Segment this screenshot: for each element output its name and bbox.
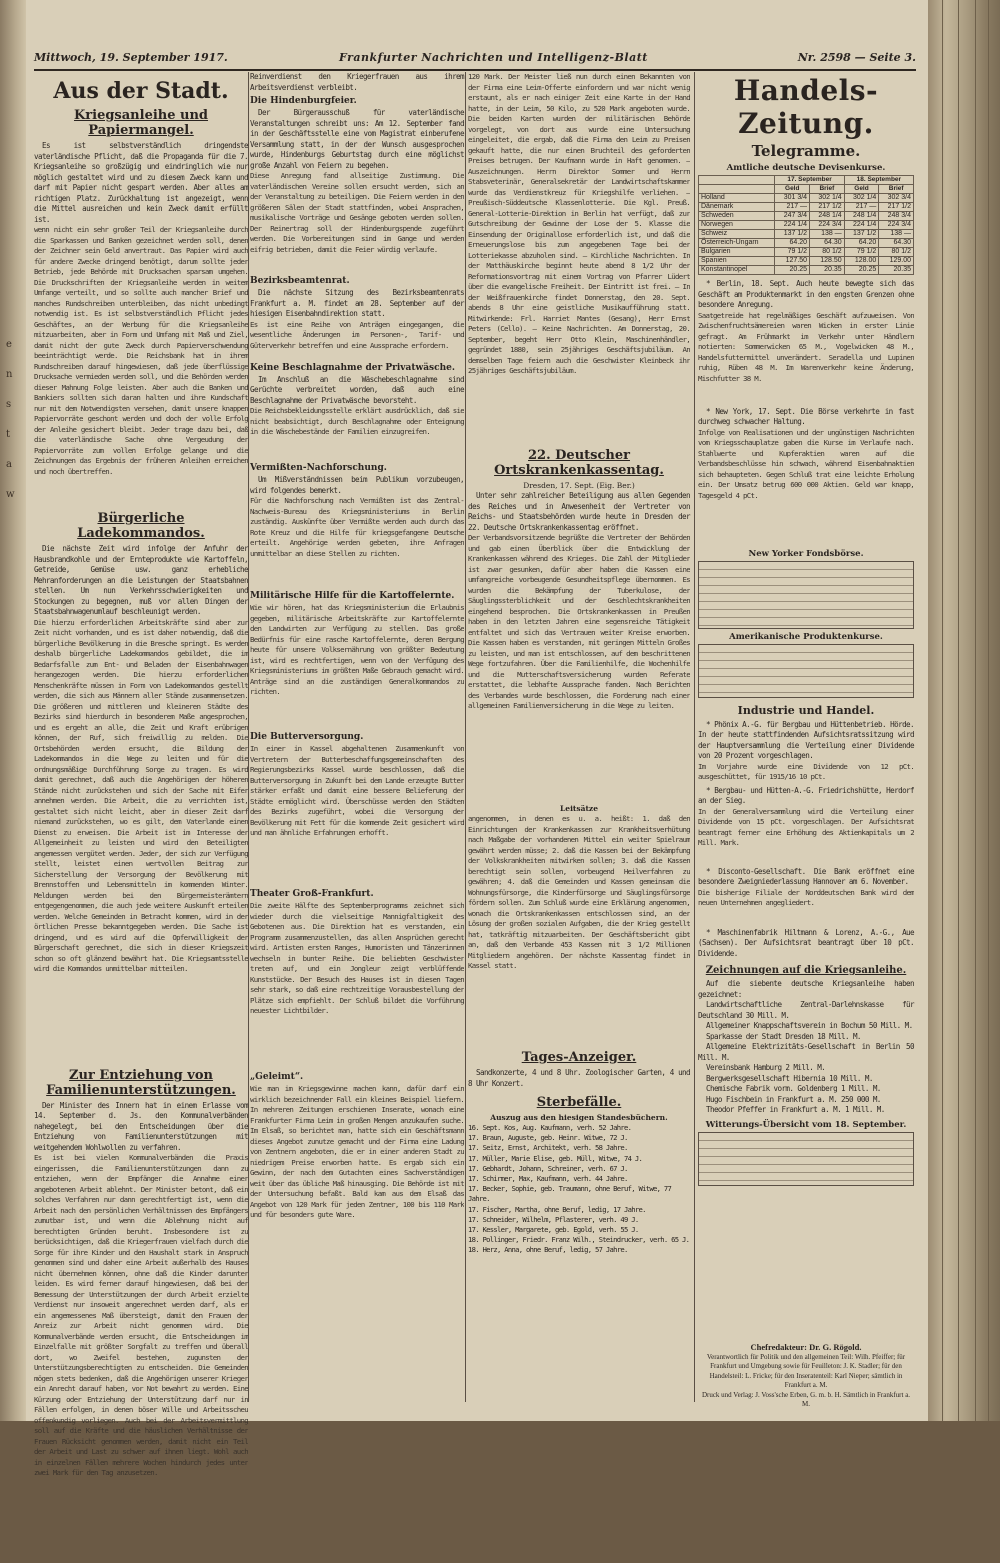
article-title: Kriegsanleihe und Papiermangel. xyxy=(73,108,209,138)
newspaper-name: Frankfurter Nachrichten und Intelligenz-Blatt xyxy=(339,51,648,64)
currency-name: Holland xyxy=(699,194,775,203)
business-news-continued: Die bisherige Filiale der Norddeutschen Bank wird dem neuen Unternehmen angegliedert. xyxy=(698,887,914,907)
list-item: Allgemeine Elektrizitäts-Gesellschaft in Berlin 50 Mill. M. xyxy=(698,1042,914,1062)
article-body: Unter sehr zahlreicher Beteiligung aus allen Gegenden des Reiches und in Anwesenheit der Vertreter von Reichs- und Staatsbehörden wurde heute in Dresden der 22. Deutsche Ortskrankenkassentag eröffnet. xyxy=(468,491,690,532)
rate-cell: 64.20 xyxy=(775,239,810,248)
list-item: Sparkasse der Stadt Dresden 18 Mill. M. xyxy=(706,1031,861,1041)
column-3 xyxy=(468,72,690,1256)
article-body-continued: Es ist bei vielen Kommunalverbänden die Praxis eingerissen, die Familienunterstützungen dann zu entziehen, wenn der Empfänger die Annahme einer angebotenen Arbeit ablehnt. Der Minister betont, daß ein solches Verfahren nur dann gerechtfertigt ist, wenn die Arbeit nach den persönlichen Verhältnissen des Empfängers zumutbar ist, und wenn die Ablehnung nicht auf berechtigten Gründen beruht. Insbesondere ist zu berücksichtigen, daß die Kriegerfrauen vielfach durch die Sorge für ihre Kinder und den Haushalt stark in Anspruch genommen sind und daher eine Arbeit außerhalb des Hauses nicht übernehmen können, ohne daß die Kinder darunter leiden. Es wird ferner darauf hingewiesen, daß bei der Bemessung der Unterstützungen der durch Arbeit erzielte Verdienst nur insoweit angerechnet werden darf, als er ein angemessenes Maß übersteigt, damit den Frauen der Anreiz zur Arbeit nicht genommen wird. Die Kommunalverbände werden ersucht, die Entscheidungen im Einzelfalle mit größter Sorgfalt zu treffen und überall dort, wo Zweifel bestehen, zugunsten der Unterstützungsberechtigten zu entscheiden. Die Gemeinden mögen stets bedenken, daß die Angehörigen unserer Krieger ein Anrecht darauf haben, vor Not bewahrt zu werden. Eine Kürzung oder Entziehung der Unterstützung darf nur in Fällen erfolgen, in denen böser Wille und Arbeitsscheu offenkundig vorliegen. Auch bei der Arbeitsvermittlung soll auf die Kräfte und die häuslichen Verhältnisse der Frauen Rücksicht genommen werden, damit nicht ein Teil der Arbeit und Last zu schwer auf ihnen liegt. Wohl auch in einzelnen Fällen mehrere Wochen hindurch jedes unter zwei Mark für den Tag anzusetzen. xyxy=(34,1153,248,1477)
article-title: Zur Entziehung von Familienunterstützungen. xyxy=(46,1067,236,1098)
currency-name: Norwegen xyxy=(699,221,775,230)
commodity-table xyxy=(698,644,914,698)
currency-name: Spanien xyxy=(699,257,775,266)
article-body-continued: Wie wir hören, hat das Kriegsministerium die Erlaubnis gegeben, militärische Arbeitskräfte zur Kartoffelernte den Landwirten zur Verfügung zu stellen. Das große Bedürfnis für eine rasche Kartoffelernte, deren Bergung heute für unsere Volksernährung von größter Bedeutung ist, wird es rechtfertigen, wenn von der Verfügung des Kriegsministeriums im größten Maße Gebrauch gemacht wird. Anträge sind an die zuständigen Generalkommandos zu richten. xyxy=(250,603,464,696)
business-news-continued: In der Generalversammlung wird die Verteilung einer Dividende von 15 pCt. vorgeschlagen. Der Aufsichtsrat beantragt ferner eine Erhöhung des Aktienkapitals um 2 Mill. Mark. xyxy=(698,806,914,847)
article-body: Der Minister des Innern hat in einem Erlasse vom 14. September d. Js. den Kommunalverbänden nahegelegt, bei den Entscheidungen über die Entziehung von Familienunterstützungen mit weitgehendem Wohlwollen zu verfahren. xyxy=(34,1100,248,1152)
list-item: Theodor Pfeffer in Frankfurt a. M. 1 Mill. M. xyxy=(706,1105,885,1114)
rate-cell: 302 1/4 xyxy=(810,194,845,203)
table-subheader: Brief xyxy=(879,185,914,194)
article-lead: Vermißten-Nachforschung. xyxy=(250,463,387,473)
article-body: Die nächste Zeit wird infolge der Anfuhr der Hausbrandkohle und der Ernteprodukte wie Kartoffeln, Getreide, Gemüse usw. ganz erhebliche Mehranforderungen an die Leistungen der Staatsbahnen stellen. Um nun Verkehrsschwierigkeiten und Stockungen zu begegnen, muß vor allen Dingen der Staatsbahnwagenumlauf beschleunigt werden. xyxy=(34,544,248,616)
masthead xyxy=(34,47,916,71)
article-body-continued: Die Reichsbekleidungsstelle erklärt ausdrücklich, daß sie nicht beabsichtigt, durch Beschlagnahme oder Enteignung in die Wäschebestände der Familien einzugreifen. xyxy=(250,406,464,436)
exchange-rate-rows xyxy=(699,194,914,275)
imprint-editor: Chefredakteur: Dr. G. Rögold. xyxy=(750,1342,862,1352)
currency-name: Bulgarien xyxy=(699,248,775,257)
currency-name: Schweiz xyxy=(699,230,775,239)
article-body-continued: Die hierzu erforderlichen Arbeitskräfte sind aber zur Zeit nicht vorhanden, und es ist daher notwendig, daß die bürgerliche Bevölkerung in die Bresche springt. Es werden deshalb bürgerliche Ladekommandos gebildet, die im Bedarfsfalle zum Ent- und Beladen der Eisenbahnwagen herangezogen werden. Die hierzu erforderlichen Menschenkräfte müssen in Form von Ladekommandos gestellt werden, die sich aus Männern aller Stände zusammensetzen. Die größeren und mittleren und kleineren Städte des Bezirks sind hierdurch in besonderem Maße angesprochen, und es ergeht an alle, die Zeit und Kraft erübrigen können, der Ruf, sich freiwillig zu melden. Die Ortsbehörden werden ersucht, die Bildung der Ladekommandos in die Wege zu leiten und für die ordnungsmäßige Durchführung Sorge zu tragen. Es wird damit gerechnet, daß auch die Angehörigen der höheren Stände nicht zurückstehen und sich der Sache mit Eifer annehmen werden. Die Arbeit, die zu verrichten ist, gestaltet sich nicht leicht, aber in dieser Zeit darf niemand zurückstehen, wo es gilt, dem Vaterlande einen Dienst zu erweisen. Die Arbeit ist im Interesse der Allgemeinheit zu leisten und wird den Beteiligten angemessen vergütet werden. Jeder, der sich zur Verfügung stellt, leistet einen wertvollen Beitrag zur Sicherstellung der Versorgung der Bevölkerung mit Brennstoffen und Lebensmitteln im kommenden Winter. Meldungen werden bei den Bürgermeisterämtern entgegengenommen, die auch jede weitere Auskunft erteilen werden. Welche Gemeinden in Betracht kommen, wird in der örtlichen Presse bekanntgegeben werden. Die Sache ist dringend, und es wird auf die Opferwilligkeit der Bürgerschaft gerechnet, die sich in dieser Kriegszeit schon so oft glänzend bewährt hat. Die Kriegsamtsstelle wird die Kommandos unmittelbar mitteilen. xyxy=(34,617,248,973)
column-4 xyxy=(698,72,914,1188)
business-news: * Phönix A.-G. für Bergbau und Hüttenbetrieb. Hörde. In der heute stattfindenden Aufsichtsratssitzung wird der Hauptversammlung die Verteilung einer Dividende von 20 Prozent vorgeschlagen. xyxy=(698,719,914,760)
table-subheader: Geld xyxy=(844,185,879,194)
imprint-publisher: Druck und Verlag: J. Voss'sche Erben, G. m. b. H. Sämtlich in Frankfurt a. M. xyxy=(701,1390,911,1408)
rate-cell: 129.00 xyxy=(879,257,914,266)
article-title: Tages-Anzeiger. xyxy=(521,1050,637,1065)
article-body: Im Anschluß an die Wäschebeschlagnahme sind Gerüchte verbreitet worden, daß auch eine Beschlagnahme der Privatwäsche bevorsteht. xyxy=(250,374,464,405)
list-item: 17. Becker, Sophie, geb. Traumann, ohne Beruf, Witwe, 77 Jahre. xyxy=(468,1184,672,1204)
table-row xyxy=(699,248,914,257)
section-title: Handels-Zeitung. xyxy=(733,74,879,140)
table-title: New Yorker Fondsbörse. xyxy=(748,548,864,559)
column-2 xyxy=(250,72,464,1272)
table-row xyxy=(699,212,914,221)
article-body: Reinverdienst den Kriegerfrauen aus ihrem Arbeitsverdienst verbleibt. xyxy=(250,72,464,92)
table-row xyxy=(699,203,914,212)
list-item: 17. Fischer, Martha, ohne Beruf, ledig, 17 Jahre. xyxy=(468,1204,646,1214)
rate-cell: 248 1/4 xyxy=(844,212,879,221)
rate-cell: 217 1/2 xyxy=(879,203,914,212)
article-body-continued: 120 Mark. Der Meister ließ nun durch einen Bekannten von der Firma eine Leim-Offerte einfordern und war nicht wenig erstaunt, als er nach einiger Zeit eine Karte in der Hand hatte, in der Leim, 50 Kilo, zu 520 Mark angeboten wurde. Die beiden Karten wurden der militärischen Behörde vorgelegt, von dort aus wurde eine Untersuchung eingeleitet, die ergab, daß die Firma den Leim zu Preisen gekauft hatte, die nur einen Bruchteil des geforderten Preises betrugen. Der Kaufmann wurde in Haft genommen. — Auszeichnungen. Herrn Direktor Sommer und Herrn Stabsveterinär, Generalsekretär der Landwirtschaftskammer wurde das Verdienstkreuz für Kriegshilfe verliehen. — Preußisch-Süddeutsche Klassenlotterie. Die Kgl. Preuß. General-Lotterie-Direktion in Berlin hat verfügt, daß zur Gutschreibung der Gewinne der Lose der 5. Klasse die Einsendung der Originallose erforderlich ist, und daß die Erneuerungslose bis zum angegebenen Tage bei der Lotteriekasse abzuholen sind. — Kirchliche Nachrichten. In der Matthäuskirche beginnt heute abend 8 1/2 Uhr der Reformationsvortrag mit einem Vortrag von Pfarrer Lüdert über die evangelische Freiheit. Der Eintritt ist frei. — In der Weißfrauenkirche findet Donnerstag, den 20. Sept. abends 8 Uhr eine geistliche Musikaufführung statt. Mitwirkende: Frl. Harriet Mantes (Gesang), Herr Ernst Peters (Cello). — Keine Nachrichten. Am Donnerstag, 20. September, begeht Herr Otto Klein, Maschinenhändler, gegründet 1880, sein 25jähriges Geschäftsjubiläum. An demselben Tage feiern auch die Geschwister Kleinbeck ihr 25jähriges Geschäftsjubiläum. xyxy=(468,72,690,375)
rate-cell: 64.30 xyxy=(879,239,914,248)
article-lead: Keine Beschlagnahme der Privatwäsche. xyxy=(250,362,456,373)
article-subtitle: Auszug aus den hiesigen Standesbüchern. xyxy=(490,1113,668,1122)
exchange-rate-table xyxy=(698,175,914,275)
list-item: 17. Schneider, Wilhelm, Pflasterer, verh. 49 J. xyxy=(468,1214,639,1224)
rate-cell: 64.30 xyxy=(810,239,845,248)
subsection-title: Telegramme. xyxy=(751,142,861,160)
currency-name: Schweden xyxy=(699,212,775,221)
table-row xyxy=(699,230,914,239)
rate-cell: 79 1/2 xyxy=(844,248,879,257)
imprint-responsible: Verantwortlich für Politik und den allgemeinen Teil: Wilh. Pfeiffer; für Frankfurt und Umgebung sowie für Feuilleton: J. K. Stadler; für den Handelsteil: L. Fricke; für den Inseratenteil: Karl Nieper; sämtlich in Frankfurt a. M. xyxy=(706,1352,906,1389)
rate-cell: 20.35 xyxy=(879,266,914,275)
table-row xyxy=(699,239,914,248)
table-title: Witterungs-Übersicht vom 18. September. xyxy=(705,1119,907,1130)
table-subheader: Brief xyxy=(810,185,845,194)
issue-date: Mittwoch, 19. September 1917. xyxy=(34,51,228,64)
rate-cell: 20.25 xyxy=(775,266,810,275)
list-item: Hugo Fischbein in Frankfurt a. M. 250 000 M. xyxy=(706,1094,881,1104)
currency-name: Konstantinopel xyxy=(699,266,775,275)
article-lead: Die Hindenburgfeier. xyxy=(250,96,357,106)
subsection-title: Industrie und Handel. xyxy=(737,703,875,717)
subsection-title: Zeichnungen auf die Kriegsanleihe. xyxy=(705,965,907,976)
rate-cell: 138 — xyxy=(810,230,845,239)
issue-page-number: Nr. 2598 — Seite 3. xyxy=(797,51,916,64)
article-lead: „Geleimt“. xyxy=(250,1072,304,1082)
rate-cell: 224 3/4 xyxy=(879,221,914,230)
table-header: 18. September xyxy=(844,176,913,185)
rate-cell: 80 1/2 xyxy=(879,248,914,257)
column-rule xyxy=(694,72,695,1402)
article-lead: Militärische Hilfe für die Kartoffelernte. xyxy=(250,591,455,601)
list-item: 17. Gebhardt, Johann, Schreiner, verh. 67 J. xyxy=(468,1163,628,1173)
article-body: Der Bürgerausschuß für vaterländische Veranstaltungen schreibt uns: Am 12. September fand in der Geschäftsstelle eine vom Magistrat einberufene Versammlung statt, in der der Wunsch ausgesprochen wurde, Hindenburgs Geburtstag durch eine möglichst große Anzahl von Feiern zu begehen. xyxy=(250,108,464,170)
article-title: 22. Deutscher Ortskrankenkassentag. xyxy=(494,448,664,478)
subscriptions-intro: Auf die siebente deutsche Kriegsanleihe haben gezeichnet: xyxy=(698,979,914,999)
rate-cell: 64.20 xyxy=(844,239,879,248)
leitsaetze-label: Leitsätze xyxy=(560,804,598,813)
list-item: 18. Pollinger, Friedr. Franz Wilh., Steindrucker, verh. 65 J. xyxy=(468,1235,690,1245)
article-body-continued: angenommen, in denen es u. a. heißt: 1. daß den Einrichtungen der Krankenkassen zur Krankheitsverhütung nach Maßgabe der vorhandenen Mittel ein weiter Spielraum gewährt werden müsse; 2. daß die Kassen bei der Bekämpfung der Volkskrankheiten mitwirken sollen; 3. daß die Kassen berechtigt sein sollen, vorbeugend Heilverfahren zu gewähren; 4. daß die Gemeinden und Kassen gemeinsam die Wohnungsfürsorge, die Kinderfürsorge und Säuglingsfürsorge fördern sollen. Zum Schluß wurde eine Erklärung angenommen, wonach die Ortskrankenkassen entschlossen sind, an der Lösung der großen sozialen Aufgaben, die der Krieg gestellt hat, tatkräftig mitzuarbeiten. Der Geschäftsbericht gibt an, daß dem Verbande 453 Kassen mit 3 1/2 Millionen Mitgliedern angehören. Der nächste Kassentag findet in Kassel statt. xyxy=(468,814,690,970)
business-news: * Bergbau- und Hütten-A.-G. Friedrichshütte, Herdorf an der Sieg. xyxy=(698,785,914,805)
rate-cell: 217 1/2 xyxy=(810,203,845,212)
table-title: Amerikanische Produktenkurse. xyxy=(729,631,883,642)
table-title: Amtliche deutsche Devisenkurse. xyxy=(726,163,886,173)
table-row xyxy=(699,257,914,266)
rate-cell: 80 1/2 xyxy=(810,248,845,257)
table-row xyxy=(699,266,914,275)
rate-cell: 224 1/4 xyxy=(775,221,810,230)
business-news: * Maschinenfabrik Hiltmann & Lorenz, A.-G., Aue (Sachsen). Der Aufsichtsrat beantragt über 10 pCt. Dividende. xyxy=(698,927,914,958)
rate-cell: 224 3/4 xyxy=(810,221,845,230)
article-dateline: Dresden, 17. Sept. (Eig. Ber.) xyxy=(523,481,635,490)
rate-cell: 217 — xyxy=(844,203,879,212)
list-item: Chemische Fabrik vorm. Goldenberg 1 Mill. M. xyxy=(706,1084,881,1093)
table-row xyxy=(699,194,914,203)
list-item: Bergwerksgesellschaft Hibernia 10 Mill. M. xyxy=(706,1073,873,1083)
article-body-continued: Wie man im Kriegsgewinne machen kann, dafür darf ein wirklich bezeichnender Fall ein kleines Beispiel liefern. In mehreren Zeitungen erschienen Inserate, wonach eine Frankfurter Firma Leim in großen Mengen anzukaufen suche. Im Elsaß, so berichtet man, hatte sich ein Geschäftsmann dieses Angebot zunutze gemacht und der Firma eine Ladung von Zentnern angeboten, die er in einer anderen Stadt zu niedrigem Preise erworben hatte. Es ergab sich ein Gewinn, der nach dem Gutachten eines Sachverständigen weit über das übliche Maß hinausging. Die Behörde ist mit der Untersuchung befaßt. Bald kam aus dem Elsaß das Angebot von 120 Mark für jeden Zentner, 100 bis 110 Mark und für besonders gute Ware. xyxy=(250,1084,464,1219)
rate-cell: 128.50 xyxy=(810,257,845,266)
business-news: * Disconto-Gesellschaft. Die Bank eröffnet eine besondere Zweigniederlassung Hannover am 6. November. xyxy=(698,866,914,886)
rate-cell: 302 1/4 xyxy=(844,194,879,203)
rate-cell: 248 1/4 xyxy=(810,212,845,221)
market-report-continued: Saatgetreide hat regelmäßiges Geschäft aufzuweisen. Von Zwischenfruchtsämereien waren Wicken in erster Linie gefragt. Am Frühmarkt im Verkehr unter Händlern notierten: Sommerwicken 65 M., Vogelwicken 48 M., Handelsfuttermittel unverändert. Seradella und Lupinen ruhig, Rüben 48 M. Im Warenverkehr keine Änderung, Mischfutter 38 M. xyxy=(698,310,914,383)
list-item: 18. Herz, Anna, ohne Beruf, ledig, 57 Jahre. xyxy=(468,1245,628,1255)
article-body-continued: In einer in Kassel abgehaltenen Zusammenkunft von Vertretern der Butterbeschaffungsgemeinschaften des Regierungsbezirks Kassel wurde beschlossen, daß die Butterversorgung in Zukunft bei dem Lande erzeugte Butter stärker erfaßt und damit eine bessere Belieferung der Städte ermöglicht wird. Überschüsse werden den Städten des Bezirks zugeführt, wobei die Versorgung der Bevölkerung mit Fett für die kommende Zeit gesichert wird und man ähnliche Erfahrungen erhofft. xyxy=(250,744,464,837)
list-item: 16. Sept. Kos, Aug. Kaufmann, verh. 52 Jahre. xyxy=(468,1123,632,1132)
rate-cell: 137 1/2 xyxy=(775,230,810,239)
article-body: Sandkonzerte, 4 und 8 Uhr. Zoologischer Garten, 4 und 8 Uhr Konzert. xyxy=(468,1068,690,1088)
rate-cell: 20.35 xyxy=(810,266,845,275)
article-lead: Theater Groß-Frankfurt. xyxy=(250,889,374,899)
currency-name: Dänemark xyxy=(699,203,775,212)
article-lead: Bezirksbeamtenrat. xyxy=(250,276,350,286)
deaths-list xyxy=(468,1123,690,1256)
list-item: Allgemeiner Knappschaftsverein in Bochum 50 Mill. M. xyxy=(706,1021,913,1030)
article-body: Um Mißverständnissen beim Publikum vorzubeugen, wird folgendes bemerkt. xyxy=(250,475,464,495)
article-body-continued: Für die Nachforschung nach Vermißten ist das Zentral-Nachweis-Bureau des Kriegsministeriums in Berlin zuständig. Auskünfte über Vermißte werden auch durch das Rote Kreuz und die Hilfe für kriegsgefangene Deutsche erteilt. Angehörige werden gebeten, ihre Anfragen unmittelbar an diese Stellen zu richten. xyxy=(250,496,464,558)
article-title: Sterbefälle. xyxy=(536,1095,622,1110)
market-report-continued: Infolge von Realisationen und der ungünstigen Nachrichten vom Kriegsschauplatze gaben die Kurse im Verlaufe nach. Stahlwerte und Kupferaktien waren auf die Verbandsbeschlüsse hin schwach, während Eisenbahnaktien sich behaupteten. Gegen Schluß trat eine leichte Erholung ein. Der Umsatz betrug 600 000 Aktien. Geld war knapp, Tagesgeld 4 pCt. xyxy=(698,427,914,500)
market-report: * New York, 17. Sept. Die Börse verkehrte in fast durchweg schwacher Haltung. xyxy=(698,406,914,426)
article-title: Bürgerliche Ladekommandos. xyxy=(77,511,205,541)
weather-table xyxy=(698,1132,914,1186)
rate-cell: 247 3/4 xyxy=(775,212,810,221)
list-item: Landwirtschaftliche Zentral-Darlehnskasse für Deutschland 30 Mill. M. xyxy=(698,1000,914,1020)
list-item: 17. Müller, Marie Elise, geb. Müll, Witwe, 74 J. xyxy=(468,1153,643,1163)
table-header: 17. September xyxy=(775,176,844,185)
article-body: Es ist selbstverständlich dringendste vaterländische Pflicht, daß die Propaganda für die 7. Kriegsanleihe so großzügig und eindringlich wie nur möglich gestaltet wird und zu diesem Zweck kann und darf mit Papier nicht gespart werden. Aber alles am richtigen Platz. Zurückhaltung ist angezeigt, wenn die Mittel ausreichen und kein Zweck damit erfüllt ist. xyxy=(34,141,248,224)
article-body-continued: Diese Anregung fand allseitige Zustimmung. Die vaterländischen Vereine sollen ersucht werden, sich an der Veranstaltung zu beteiligen. Die Feiern werden in den größeren Sälen der Stadt stattfinden, wobei Ansprachen, musikalische Vorträge und Gesänge geboten werden sollen. Der Reinertrag soll der Hindenburgspende zugeführt werden. Die Vorbereitungen sind im Gange und werden eifrig betrieben, damit die Feier würdig verlaufe. xyxy=(250,171,464,254)
rate-cell: 224 1/4 xyxy=(844,221,879,230)
list-item: 17. Kessler, Margarete, geb. Egold, verh. 55 J. xyxy=(468,1225,639,1235)
rate-cell: 137 1/2 xyxy=(844,230,879,239)
rate-cell: 127.50 xyxy=(775,257,810,266)
book-binding-edge xyxy=(928,0,1000,1421)
column-rule xyxy=(465,72,466,1402)
subscriptions-list xyxy=(698,1000,914,1116)
article-body-continued: Es ist eine Reihe von Anträgen eingegangen, die wesentliche Änderungen im Personen-, Tarif- und Güterverkehr betreffen und eine Aussprache erfordern. xyxy=(250,319,464,350)
left-edge-fragments: e n s t a w xyxy=(6,339,15,500)
column-1 xyxy=(34,72,248,1563)
table-header xyxy=(699,176,775,185)
rate-cell: 217 — xyxy=(775,203,810,212)
table-row xyxy=(699,221,914,230)
rate-cell: 302 3/4 xyxy=(879,194,914,203)
article-lead: Die Butterversorgung. xyxy=(250,732,364,742)
list-item: Vereinsbank Hamburg 2 Mill. M. xyxy=(706,1063,826,1072)
section-title: Aus der Stadt. xyxy=(53,78,229,104)
ny-stock-table xyxy=(698,561,914,629)
rate-cell: 79 1/2 xyxy=(775,248,810,257)
market-report: * Berlin, 18. Sept. Auch heute bewegte sich das Geschäft am Produktenmarkt in den engsten Grenzen ohne besondere Anregung. xyxy=(698,279,914,309)
rate-cell: 138 — xyxy=(879,230,914,239)
list-item: 17. Seitz, Ernst, Architekt, verh. 58 Jahre. xyxy=(468,1143,628,1153)
business-news-continued: Im Vorjahre wurde eine Dividende von 12 pCt. ausgeschüttet, für 1915/16 10 pCt. xyxy=(698,761,914,781)
list-item: 17. Schirmer, Max, Kaufmann, verh. 44 Jahre. xyxy=(468,1174,628,1184)
list-item: 17. Braun, Auguste, geb. Heinr. Witwe, 72 J. xyxy=(468,1133,628,1143)
currency-name: Österreich-Ungarn xyxy=(699,239,775,248)
rate-cell: 20.25 xyxy=(844,266,879,275)
article-body-continued: Die zweite Hälfte des Septemberprogramms zeichnet sich wieder durch die vielseitige Mannigfaltigkeit des Gebotenen aus. Die Direktion hat es verstanden, ein Programm zusammenzustellen, das allen Ansprüchen gerecht wird. Artisten ersten Ranges, Humoristen und Tänzerinnen wechseln in bunter Reihe. Die beliebten Geschwister treten auf, und ein Jongleur zeigt verblüffende Kunststücke. Der Besuch des Hauses ist in diesen Tagen sehr stark, so daß eine rechtzeitige Vorausbestellung der Plätze sich empfiehlt. Der Schluß bildet die Vorführung neuester Lichtbilder. xyxy=(250,901,464,1015)
column-rule xyxy=(248,72,249,1402)
article-body-continued: Der Verbandsvorsitzende begrüßte die Vertreter der Behörden und gab einen Überblick über die Entwicklung der Krankenkassen während des Krieges. Die Zahl der Mitglieder ist zwar gesunken, dafür aber haben die Kassen eine umfangreiche vorbeugende Gesundheitspflege übernommen. Es wurden die Bekämpfung der Tuberkulose, der Säuglingssterblichkeit und der Geschlechtskrankheiten eingehend besprochen. Die Ortskrankenkassen in Preußen haben in den letzten Jahren eine segensreiche Tätigkeit entfaltet und sich das Vertrauen weiter Kreise erworben. Die Kassen haben es verstanden, mit geringen Mitteln Großes zu leisten, und man ist entschlossen, auf dem beschrittenen Wege fortzufahren. Über die Familienhilfe, die Wochenhilfe und die Mutterschaftsversicherung wurden Referate erstattet, die lebhafte Aussprache fanden. Nach Berichten des Verbandes wurde beschlossen, die Forderung nach einer allgemeinen Familienversicherung in die Wege zu leiten. xyxy=(468,533,690,710)
table-subheader: Geld xyxy=(775,185,810,194)
article-body-continued: wenn nicht ein sehr großer Teil der Kriegsanleihe durch die Sparkassen und Banken gezeichnet werden soll, denen der Zeichner sein Geld anvertraut. Das Papier wird auch für andere Zwecke dringend benötigt, darum sollte jeder Betrieb, jede Behörde mit Drucksachen sparsam umgehen. Die Druckschriften der Kriegsanleihe werden in weitem Umfange verteilt, und so sollte auch mancher Brief und manches Rundschreiben unterbleiben, das nicht unbedingt notwendig ist. Es ist selbstverständlich Pflicht jedes Geschäftes, an der Werbung für die Kriegsanleihe mitzuarbeiten, aber in Form und Umfang mit Maß und Ziel, damit nicht der gute Zweck durch Papierverschwendung beeinträchtigt werde. Die Reichsbank hat in ihrem Rundschreiben darauf hingewiesen, daß jede überflüssige Drucksache vermieden werden soll, und die Behörden werden dieser Mahnung Folge leisten. Aber auch die Banken und Bankiers sollten sich daran halten und ihre Kundschaft nur mit dem Notwendigsten versehen, damit unsere knappen Papiervorräte geschont werden und doch der volle Erfolg der Anleihe gesichert bleibt. Jeder trage dazu bei, daß die vaterländische Sache ohne Vergeudung der Papiervorräte zum vollen Erfolge gelange und die Zeichnungen das Ergebnis der früheren Anleihen erreichen und noch übertreffen. xyxy=(34,225,248,476)
rate-cell: 301 3/4 xyxy=(775,194,810,203)
rate-cell: 128.00 xyxy=(844,257,879,266)
article-body: Die nächste Sitzung des Bezirksbeamtenrats Frankfurt a. M. findet am 28. September auf der hiesigen Eisenbahndirektion statt. xyxy=(250,288,464,318)
imprint xyxy=(698,1343,914,1410)
left-page-gutter xyxy=(0,0,26,1421)
rate-cell: 248 3/4 xyxy=(879,212,914,221)
table-subheader xyxy=(699,185,775,194)
